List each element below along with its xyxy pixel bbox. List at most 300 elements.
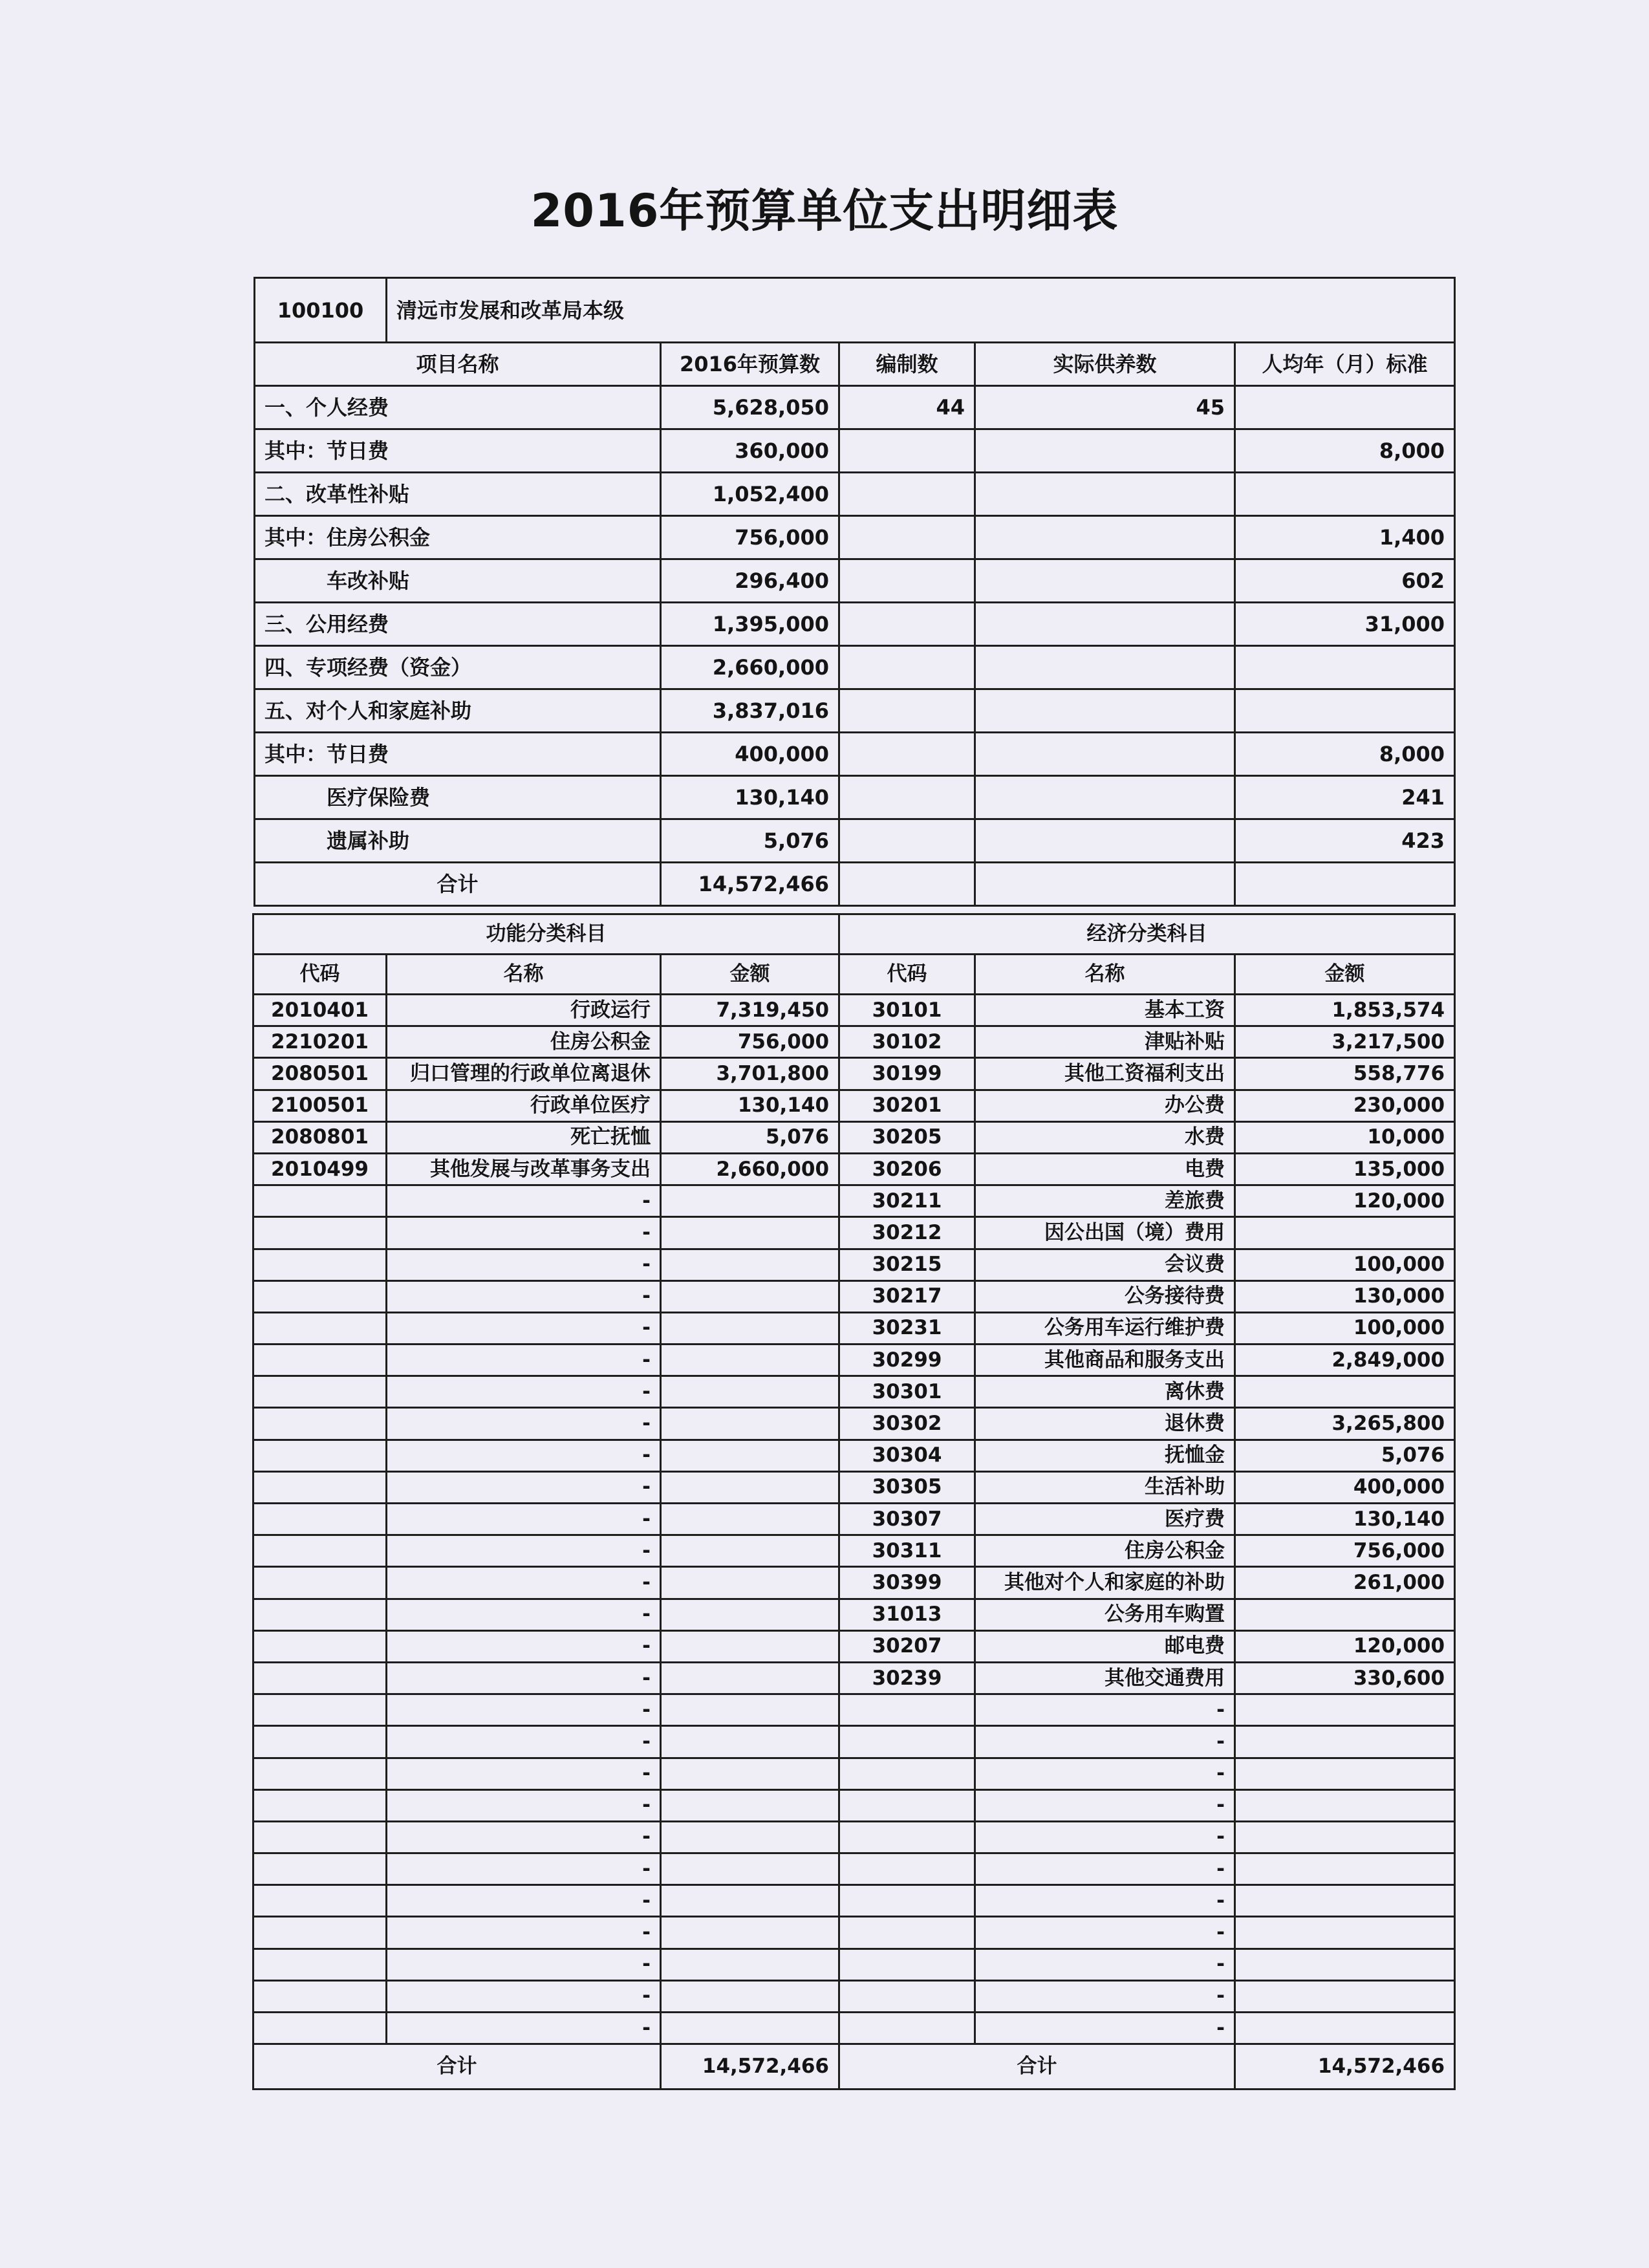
econ-code: 30302: [839, 1408, 975, 1440]
func-amount: [661, 1853, 839, 1885]
func-name: -: [387, 1694, 661, 1726]
budget-amount: 1,052,400: [661, 473, 839, 516]
func-code: [253, 1662, 387, 1694]
per-capita-standard: [1235, 646, 1455, 689]
budget-amount: 360,000: [661, 429, 839, 473]
staff-count: [839, 473, 975, 516]
func-name: -: [387, 1821, 661, 1853]
detail-row: [253, 1949, 1455, 1980]
econ-name: 退休费: [975, 1408, 1235, 1440]
econ-name: -: [975, 2013, 1235, 2044]
econ-code: 30311: [839, 1535, 975, 1567]
econ-amount: 100,000: [1235, 1312, 1455, 1344]
econ-code: 30101: [839, 995, 975, 1026]
func-name: 归口管理的行政单位离退休: [387, 1058, 661, 1090]
actual-count: [975, 473, 1235, 516]
func-section-title: 功能分类科目: [253, 914, 839, 955]
econ-code: 30304: [839, 1440, 975, 1471]
func-amount: 2,660,000: [661, 1153, 839, 1185]
func-code: 2100501: [253, 1090, 387, 1121]
detail-row: [253, 1630, 1455, 1662]
func-amount: [661, 1917, 839, 1949]
summary-row: [255, 516, 1455, 559]
func-amount: [661, 1821, 839, 1853]
func-code: [253, 1949, 387, 1980]
econ-name: 生活补助: [975, 1471, 1235, 1503]
econ-amount: 130,000: [1235, 1280, 1455, 1312]
budget-amount: 756,000: [661, 516, 839, 559]
econ-amount: 120,000: [1235, 1630, 1455, 1662]
econ-amount: [1235, 1694, 1455, 1726]
econ-name: 电费: [975, 1153, 1235, 1185]
func-code: [253, 1280, 387, 1312]
func-amount: 3,701,800: [661, 1058, 839, 1090]
econ-code: [839, 1980, 975, 2012]
func-amount: [661, 1345, 839, 1376]
econ-amount: 558,776: [1235, 1058, 1455, 1090]
detail-row: [253, 1917, 1455, 1949]
detail-row: [253, 1090, 1455, 1121]
detail-row: [253, 995, 1455, 1026]
item-name: 四、专项经费（资金）: [255, 646, 661, 689]
summary-row: [255, 819, 1455, 863]
summary-total-label: 合计: [255, 863, 661, 906]
func-amount: [661, 2013, 839, 2044]
detail-row: [253, 1599, 1455, 1630]
econ-amount: [1235, 1949, 1455, 1980]
func-code: [253, 1440, 387, 1471]
econ-amount: 120,000: [1235, 1185, 1455, 1217]
summary-row: [255, 646, 1455, 689]
func-amount: 756,000: [661, 1026, 839, 1058]
item-name: 医疗保险费: [255, 776, 661, 819]
detail-row: [253, 1567, 1455, 1599]
detail-row: [253, 1345, 1455, 1376]
func-code: [253, 1249, 387, 1280]
econ-col-name: 名称: [975, 955, 1235, 995]
econ-amount: 135,000: [1235, 1153, 1455, 1185]
detail-row: [253, 1535, 1455, 1567]
func-amount: [661, 1504, 839, 1535]
econ-amount: [1235, 1980, 1455, 2012]
func-amount: [661, 1980, 839, 2012]
func-name: 行政单位医疗: [387, 1090, 661, 1121]
summary-row: [255, 733, 1455, 776]
detail-row: [253, 1185, 1455, 1217]
econ-code: [839, 1885, 975, 1917]
item-name: 其中：住房公积金: [255, 516, 661, 559]
detail-row: [253, 1376, 1455, 1408]
per-capita-standard: 8,000: [1235, 733, 1455, 776]
econ-amount: 230,000: [1235, 1090, 1455, 1121]
func-name: -: [387, 1504, 661, 1535]
func-code: [253, 1758, 387, 1789]
econ-name: 其他交通费用: [975, 1662, 1235, 1694]
func-name: -: [387, 1949, 661, 1980]
econ-amount: [1235, 1376, 1455, 1408]
func-amount: [661, 1471, 839, 1503]
func-amount: 5,076: [661, 1121, 839, 1153]
econ-amount: 3,217,500: [1235, 1026, 1455, 1058]
staff-count: [839, 819, 975, 863]
budget-amount: 400,000: [661, 733, 839, 776]
econ-section-title: 经济分类科目: [839, 914, 1455, 955]
func-total-amount: 14,572,466: [661, 2044, 839, 2090]
econ-amount: 10,000: [1235, 1121, 1455, 1153]
empty-cell: [839, 863, 975, 906]
staff-count: [839, 559, 975, 603]
detail-row: [253, 1853, 1455, 1885]
func-code: 2010499: [253, 1153, 387, 1185]
func-code: [253, 1853, 387, 1885]
func-code: [253, 1789, 387, 1821]
econ-name: 公务用车购置: [975, 1599, 1235, 1630]
func-code: 2080801: [253, 1121, 387, 1153]
staff-count: [839, 429, 975, 473]
econ-amount: [1235, 1821, 1455, 1853]
func-code: [253, 1376, 387, 1408]
staff-count: [839, 733, 975, 776]
econ-code: 30217: [839, 1280, 975, 1312]
econ-code: [839, 2013, 975, 2044]
func-code: [253, 1726, 387, 1758]
func-name: -: [387, 1185, 661, 1217]
econ-name: 因公出国（境）费用: [975, 1217, 1235, 1249]
func-name: 其他发展与改革事务支出: [387, 1153, 661, 1185]
func-amount: [661, 1630, 839, 1662]
header-actual: 实际供养数: [975, 343, 1235, 386]
unit-name: 清远市发展和改革局本级: [387, 278, 1455, 343]
econ-code: [839, 1917, 975, 1949]
staff-count: [839, 776, 975, 819]
detail-row: [253, 1471, 1455, 1503]
econ-code: 30205: [839, 1121, 975, 1153]
summary-row: [255, 429, 1455, 473]
actual-count: [975, 516, 1235, 559]
econ-code: 31013: [839, 1599, 975, 1630]
page-title: 2016年预算单位支出明细表: [530, 184, 1119, 237]
budget-amount: 1,395,000: [661, 603, 839, 646]
func-name: -: [387, 1535, 661, 1567]
econ-amount: 5,076: [1235, 1440, 1455, 1471]
summary-total-row: [255, 863, 1455, 906]
header-standard: 人均年（月）标准: [1235, 343, 1455, 386]
econ-name: 其他工资福利支出: [975, 1058, 1235, 1090]
func-name: 死亡抚恤: [387, 1121, 661, 1153]
staff-count: [839, 646, 975, 689]
detail-row: [253, 1121, 1455, 1153]
econ-code: 30299: [839, 1345, 975, 1376]
detail-row: [253, 1726, 1455, 1758]
detail-total-row: [253, 2044, 1455, 2090]
func-amount: [661, 1789, 839, 1821]
func-amount: [661, 1758, 839, 1789]
econ-name: 住房公积金: [975, 1535, 1235, 1567]
budget-amount: 2,660,000: [661, 646, 839, 689]
econ-amount: 2,849,000: [1235, 1345, 1455, 1376]
econ-code: 30301: [839, 1376, 975, 1408]
econ-name: 抚恤金: [975, 1440, 1235, 1471]
per-capita-standard: 31,000: [1235, 603, 1455, 646]
per-capita-standard: 602: [1235, 559, 1455, 603]
econ-name: 基本工资: [975, 995, 1235, 1026]
func-name: -: [387, 1980, 661, 2012]
econ-amount: 100,000: [1235, 1249, 1455, 1280]
staff-count: [839, 516, 975, 559]
func-col-amount: 金额: [661, 955, 839, 995]
econ-code: [839, 1789, 975, 1821]
econ-amount: 130,140: [1235, 1504, 1455, 1535]
func-code: [253, 1345, 387, 1376]
func-code: [253, 1885, 387, 1917]
detail-row: [253, 1058, 1455, 1090]
unit-code: 100100: [255, 278, 387, 343]
econ-name: -: [975, 1980, 1235, 2012]
econ-amount: [1235, 2013, 1455, 2044]
item-name: 车改补贴: [255, 559, 661, 603]
econ-code: 30231: [839, 1312, 975, 1344]
budget-amount: 296,400: [661, 559, 839, 603]
detail-row: [253, 2013, 1455, 2044]
func-code: [253, 1408, 387, 1440]
func-amount: [661, 1249, 839, 1280]
func-name: -: [387, 1662, 661, 1694]
econ-name: -: [975, 1885, 1235, 1917]
econ-name: -: [975, 1853, 1235, 1885]
func-name: -: [387, 1599, 661, 1630]
func-code: 2210201: [253, 1026, 387, 1058]
econ-total-amount: 14,572,466: [1235, 2044, 1455, 2090]
detail-row: [253, 1153, 1455, 1185]
actual-count: [975, 776, 1235, 819]
econ-name: 差旅费: [975, 1185, 1235, 1217]
budget-amount: 130,140: [661, 776, 839, 819]
econ-code: 30305: [839, 1471, 975, 1503]
func-code: [253, 1567, 387, 1599]
func-name: -: [387, 1567, 661, 1599]
func-amount: [661, 1726, 839, 1758]
summary-row: [255, 473, 1455, 516]
func-col-name: 名称: [387, 955, 661, 995]
func-name: -: [387, 1440, 661, 1471]
func-code: [253, 1185, 387, 1217]
econ-amount: 756,000: [1235, 1535, 1455, 1567]
actual-count: [975, 646, 1235, 689]
func-code: [253, 1599, 387, 1630]
detail-row: [253, 1026, 1455, 1058]
func-amount: [661, 1599, 839, 1630]
func-name: -: [387, 1217, 661, 1249]
econ-code: 30199: [839, 1058, 975, 1090]
per-capita-standard: 241: [1235, 776, 1455, 819]
func-amount: [661, 1694, 839, 1726]
func-col-code: 代码: [253, 955, 387, 995]
econ-code: 30206: [839, 1153, 975, 1185]
staff-count: [839, 689, 975, 733]
actual-count: [975, 733, 1235, 776]
item-name: 其中：节日费: [255, 733, 661, 776]
func-name: -: [387, 1630, 661, 1662]
detail-row: [253, 1821, 1455, 1853]
econ-code: 30207: [839, 1630, 975, 1662]
econ-amount: 330,600: [1235, 1662, 1455, 1694]
header-item-name: 项目名称: [255, 343, 661, 386]
detail-row: [253, 1504, 1455, 1535]
econ-name: 津贴补贴: [975, 1026, 1235, 1058]
econ-name: 离休费: [975, 1376, 1235, 1408]
actual-count: 45: [975, 386, 1235, 429]
summary-table: [253, 277, 1456, 907]
func-amount: [661, 1280, 839, 1312]
actual-count: [975, 689, 1235, 733]
item-name: 其中：节日费: [255, 429, 661, 473]
func-code: [253, 1471, 387, 1503]
econ-name: 办公费: [975, 1090, 1235, 1121]
detail-row: [253, 1789, 1455, 1821]
func-code: [253, 1630, 387, 1662]
summary-header-row: [255, 343, 1455, 386]
econ-amount: [1235, 1789, 1455, 1821]
econ-code: 30239: [839, 1662, 975, 1694]
econ-amount: [1235, 1758, 1455, 1789]
detail-row: [253, 1249, 1455, 1280]
func-code: [253, 1504, 387, 1535]
detail-row: [253, 1694, 1455, 1726]
func-total-label: 合计: [253, 2044, 661, 2090]
func-name: -: [387, 1249, 661, 1280]
econ-amount: [1235, 1917, 1455, 1949]
func-amount: [661, 1567, 839, 1599]
per-capita-standard: 423: [1235, 819, 1455, 863]
budget-amount: 3,837,016: [661, 689, 839, 733]
empty-cell: [975, 863, 1235, 906]
detail-row: [253, 1312, 1455, 1344]
econ-col-code: 代码: [839, 955, 975, 995]
econ-name: -: [975, 1694, 1235, 1726]
func-amount: [661, 1376, 839, 1408]
item-name: 五、对个人和家庭补助: [255, 689, 661, 733]
detail-row: [253, 1217, 1455, 1249]
econ-amount: 261,000: [1235, 1567, 1455, 1599]
econ-code: [839, 1949, 975, 1980]
econ-name: 公务用车运行维护费: [975, 1312, 1235, 1344]
item-name: 一、个人经费: [255, 386, 661, 429]
econ-code: [839, 1726, 975, 1758]
unit-row: [255, 278, 1455, 343]
summary-row: [255, 559, 1455, 603]
func-code: 2010401: [253, 995, 387, 1026]
econ-amount: 3,265,800: [1235, 1408, 1455, 1440]
header-staff: 编制数: [839, 343, 975, 386]
summary-row: [255, 386, 1455, 429]
econ-code: 30201: [839, 1090, 975, 1121]
econ-amount: [1235, 1217, 1455, 1249]
func-code: [253, 1980, 387, 2012]
econ-col-amount: 金额: [1235, 955, 1455, 995]
econ-name: -: [975, 1789, 1235, 1821]
econ-code: [839, 1821, 975, 1853]
econ-name: -: [975, 1949, 1235, 1980]
econ-amount: 1,853,574: [1235, 995, 1455, 1026]
actual-count: [975, 429, 1235, 473]
econ-name: 邮电费: [975, 1630, 1235, 1662]
item-name: 三、公用经费: [255, 603, 661, 646]
detail-row: [253, 1980, 1455, 2012]
budget-amount: 5,076: [661, 819, 839, 863]
econ-amount: [1235, 1599, 1455, 1630]
func-code: 2080501: [253, 1058, 387, 1090]
econ-name: 其他对个人和家庭的补助: [975, 1567, 1235, 1599]
func-name: -: [387, 1345, 661, 1376]
econ-name: -: [975, 1726, 1235, 1758]
detail-row: [253, 1662, 1455, 1694]
econ-name: -: [975, 1821, 1235, 1853]
econ-name: 公务接待费: [975, 1280, 1235, 1312]
detail-row: [253, 1408, 1455, 1440]
func-amount: [661, 1185, 839, 1217]
staff-count: [839, 603, 975, 646]
detail-row: [253, 1280, 1455, 1312]
func-amount: [661, 1535, 839, 1567]
per-capita-standard: 8,000: [1235, 429, 1455, 473]
econ-name: 会议费: [975, 1249, 1235, 1280]
summary-row: [255, 603, 1455, 646]
func-name: -: [387, 1312, 661, 1344]
econ-amount: 400,000: [1235, 1471, 1455, 1503]
summary-row: [255, 776, 1455, 819]
econ-total-label: 合计: [839, 2044, 1235, 2090]
func-code: [253, 1535, 387, 1567]
func-name: -: [387, 1376, 661, 1408]
func-name: -: [387, 1885, 661, 1917]
func-code: [253, 1821, 387, 1853]
func-name: -: [387, 1758, 661, 1789]
detail-column-header-row: [253, 955, 1455, 995]
func-code: [253, 1217, 387, 1249]
econ-code: 30215: [839, 1249, 975, 1280]
func-name: -: [387, 1853, 661, 1885]
func-amount: [661, 1217, 839, 1249]
func-name: -: [387, 2013, 661, 2044]
func-name: 住房公积金: [387, 1026, 661, 1058]
func-name: -: [387, 1917, 661, 1949]
econ-code: [839, 1853, 975, 1885]
detail-row: [253, 1885, 1455, 1917]
header-budget: 2016年预算数: [661, 343, 839, 386]
func-code: [253, 1917, 387, 1949]
per-capita-standard: 1,400: [1235, 516, 1455, 559]
func-amount: 130,140: [661, 1090, 839, 1121]
empty-cell: [1235, 863, 1455, 906]
econ-name: -: [975, 1917, 1235, 1949]
detail-row: [253, 1758, 1455, 1789]
econ-name: -: [975, 1758, 1235, 1789]
staff-count: 44: [839, 386, 975, 429]
func-code: [253, 1312, 387, 1344]
func-amount: [661, 1440, 839, 1471]
summary-total-amount: 14,572,466: [661, 863, 839, 906]
econ-code: 30102: [839, 1026, 975, 1058]
budget-amount: 5,628,050: [661, 386, 839, 429]
func-amount: [661, 1312, 839, 1344]
func-name: -: [387, 1408, 661, 1440]
econ-name: 医疗费: [975, 1504, 1235, 1535]
econ-name: 其他商品和服务支出: [975, 1345, 1235, 1376]
actual-count: [975, 559, 1235, 603]
econ-code: [839, 1694, 975, 1726]
econ-amount: [1235, 1885, 1455, 1917]
econ-code: 30212: [839, 1217, 975, 1249]
